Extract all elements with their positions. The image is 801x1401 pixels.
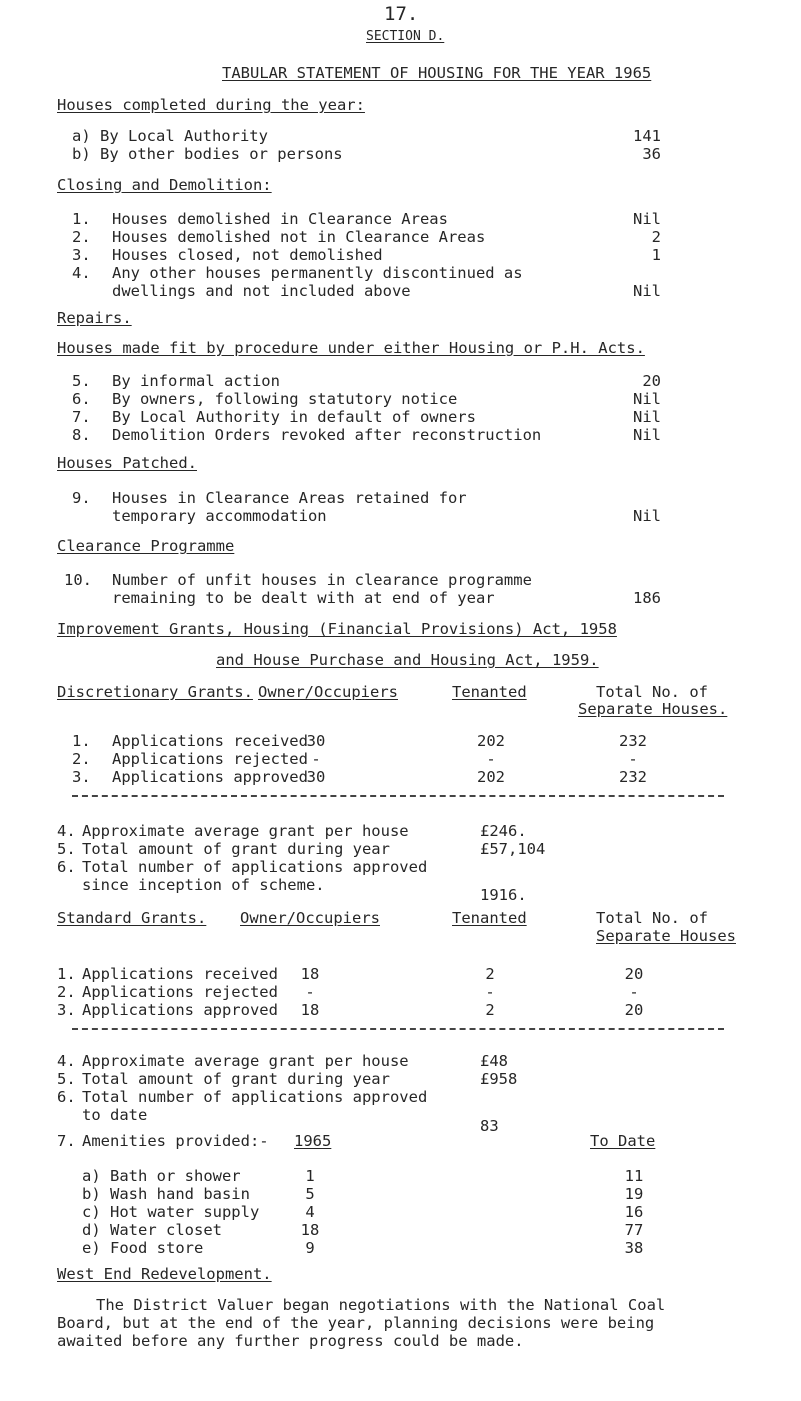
discretionary-row-total: - [628, 750, 638, 768]
closing-item-value: Nil [633, 282, 661, 300]
closing-item-value: 2 [651, 228, 661, 246]
discretionary-row-owner: 30 [306, 768, 326, 786]
standard-heading: Standard Grants. [57, 909, 207, 927]
discretionary-row-label: Applications approved [112, 768, 308, 786]
west-end-text: The District Valuer began negotiations with the National Coal [96, 1296, 666, 1314]
closing-item-num: 3. [72, 246, 91, 264]
standard-row-owner: 18 [300, 965, 320, 983]
discretionary-row-tenanted: - [486, 750, 496, 768]
standard-col-total-cont: Separate Houses [596, 927, 736, 945]
standard-row-owner: - [305, 983, 315, 1001]
amenity-year: 18 [300, 1221, 320, 1239]
patched-value: Nil [633, 507, 661, 525]
closing-item-label: Houses demolished not in Clearance Areas [112, 228, 486, 246]
standard-row-num: 2. [57, 983, 76, 1001]
completed-heading: Houses completed during the year: [57, 96, 365, 114]
discretionary-summary-value: 1916. [480, 886, 527, 904]
amenity-label: c) Hot water supply [82, 1203, 260, 1221]
discretionary-summary-value: £246. [480, 822, 527, 840]
repairs-item-value: Nil [633, 408, 661, 426]
patched-heading: Houses Patched. [57, 454, 197, 472]
discretionary-summary-label-cont: since inception of scheme. [82, 876, 325, 894]
discretionary-row-label: Applications received [112, 732, 308, 750]
repairs-item-label: By owners, following statutory notice [112, 390, 458, 408]
standard-summary-num: 6. [57, 1088, 76, 1106]
amenity-todate: 11 [624, 1167, 644, 1185]
standard-summary-value: 83 [480, 1117, 499, 1135]
discretionary-row-owner: 30 [306, 732, 326, 750]
amenity-year: 1 [305, 1167, 315, 1185]
standard-summary-label: Total number of applications approved [82, 1088, 428, 1106]
repairs-item-value: 20 [642, 372, 661, 390]
clearance-num: 10. [64, 571, 92, 589]
closing-item-num: 1. [72, 210, 91, 228]
amenities-num: 7. [57, 1132, 76, 1150]
amenities-col-todate: To Date [590, 1132, 656, 1150]
discretionary-row-tenanted: 202 [477, 732, 505, 750]
clearance-heading: Clearance Programme [57, 537, 235, 555]
amenity-label: e) Food store [82, 1239, 204, 1257]
clearance-label: Number of unfit houses in clearance programme [112, 571, 532, 589]
amenity-todate: 38 [624, 1239, 644, 1257]
west-end-text: Board, but at the end of the year, planning decisions were being [57, 1314, 655, 1332]
closing-item-value: Nil [633, 210, 661, 228]
closing-item-label: Houses demolished in Clearance Areas [112, 210, 448, 228]
dashed-divider [72, 1028, 724, 1030]
amenity-label: a) Bath or shower [82, 1167, 241, 1185]
completed-item-value: 141 [633, 127, 661, 145]
grants-title: Improvement Grants, Housing (Financial Provisions) Act, 1958 [57, 620, 617, 638]
standard-row-num: 3. [57, 1001, 76, 1019]
completed-item-label: b) By other bodies or persons [72, 145, 343, 163]
completed-item-label: a) By Local Authority [72, 127, 268, 145]
section-label: SECTION D. [366, 29, 445, 44]
patched-label: Houses in Clearance Areas retained for [112, 489, 467, 507]
discretionary-col-total-cont: Separate Houses. [578, 700, 728, 718]
amenity-todate: 16 [624, 1203, 644, 1221]
discretionary-row-label: Applications rejected [112, 750, 308, 768]
completed-item-value: 36 [642, 145, 661, 163]
repairs-item-num: 5. [72, 372, 91, 390]
west-end-text: awaited before any further progress could be made. [57, 1332, 524, 1350]
discretionary-row-num: 3. [72, 768, 91, 786]
closing-item-label: Houses closed, not demolished [112, 246, 383, 264]
discretionary-row-total: 232 [619, 732, 647, 750]
amenity-label: d) Water closet [82, 1221, 222, 1239]
standard-row-total: 20 [624, 1001, 644, 1019]
standard-col-total: Total No. of [596, 909, 708, 927]
amenity-year: 9 [305, 1239, 315, 1257]
clearance-value: 186 [633, 589, 661, 607]
dashed-divider [72, 795, 724, 797]
discretionary-summary-value: £57,104 [480, 840, 546, 858]
standard-summary-num: 5. [57, 1070, 76, 1088]
standard-row-label: Applications approved [82, 1001, 278, 1019]
repairs-heading: Repairs. [57, 309, 132, 327]
repairs-item-label: By Local Authority in default of owners [112, 408, 476, 426]
standard-row-owner: 18 [300, 1001, 320, 1019]
discretionary-row-owner: - [311, 750, 321, 768]
standard-row-num: 1. [57, 965, 76, 983]
standard-summary-label-cont: to date [82, 1106, 148, 1124]
repairs-item-value: Nil [633, 426, 661, 444]
closing-item-value: 1 [651, 246, 661, 264]
standard-row-label: Applications rejected [82, 983, 278, 1001]
patched-label-cont: temporary accommodation [112, 507, 327, 525]
standard-row-tenanted: 2 [485, 965, 495, 983]
repairs-item-label: Demolition Orders revoked after reconstruction [112, 426, 542, 444]
standard-row-tenanted: 2 [485, 1001, 495, 1019]
amenity-year: 5 [305, 1185, 315, 1203]
standard-row-tenanted: - [485, 983, 495, 1001]
west-end-heading: West End Redevelopment. [57, 1265, 272, 1283]
grants-title-cont: and House Purchase and Housing Act, 1959. [216, 651, 599, 669]
amenities-col-year: 1965 [294, 1132, 332, 1150]
standard-summary-value: £958 [480, 1070, 518, 1088]
standard-row-total: 20 [624, 965, 644, 983]
closing-heading: Closing and Demolition: [57, 176, 272, 194]
standard-summary-label: Approximate average grant per house [82, 1052, 409, 1070]
discretionary-summary-label: Total amount of grant during year [82, 840, 390, 858]
repairs-item-value: Nil [633, 390, 661, 408]
repairs-item-num: 8. [72, 426, 91, 444]
standard-row-label: Applications received [82, 965, 278, 983]
patched-num: 9. [72, 489, 91, 507]
discretionary-col-total: Total No. of [596, 683, 708, 701]
page-number: 17. [384, 3, 419, 25]
discretionary-summary-label: Total number of applications approved [82, 858, 428, 876]
repairs-subheading: Houses made fit by procedure under either Housing or P.H. Acts. [57, 339, 645, 357]
repairs-item-num: 6. [72, 390, 91, 408]
amenity-year: 4 [305, 1203, 315, 1221]
amenity-todate: 19 [624, 1185, 644, 1203]
standard-summary-value: £48 [480, 1052, 508, 1070]
repairs-item-num: 7. [72, 408, 91, 426]
standard-summary-num: 4. [57, 1052, 76, 1070]
discretionary-col-tenanted: Tenanted [452, 683, 527, 701]
standard-summary-label: Total amount of grant during year [82, 1070, 390, 1088]
discretionary-summary-label: Approximate average grant per house [82, 822, 409, 840]
discretionary-row-num: 1. [72, 732, 91, 750]
standard-col-tenanted: Tenanted [452, 909, 527, 927]
discretionary-summary-num: 4. [57, 822, 76, 840]
standard-row-total: - [629, 983, 639, 1001]
discretionary-summary-num: 5. [57, 840, 76, 858]
amenity-todate: 77 [624, 1221, 644, 1239]
closing-item-num: 4. [72, 264, 91, 282]
amenity-label: b) Wash hand basin [82, 1185, 250, 1203]
clearance-label-cont: remaining to be dealt with at end of year [112, 589, 495, 607]
closing-item-label: Any other houses permanently discontinued as [112, 264, 523, 282]
document-title: TABULAR STATEMENT OF HOUSING FOR THE YEAR 1965 [222, 64, 652, 82]
discretionary-summary-num: 6. [57, 858, 76, 876]
closing-item-num: 2. [72, 228, 91, 246]
repairs-item-label: By informal action [112, 372, 280, 390]
discretionary-heading: Discretionary Grants. [57, 683, 253, 701]
discretionary-row-total: 232 [619, 768, 647, 786]
discretionary-row-num: 2. [72, 750, 91, 768]
closing-item-label-cont: dwellings and not included above [112, 282, 411, 300]
discretionary-row-tenanted: 202 [477, 768, 505, 786]
standard-col-owner: Owner/Occupiers [240, 909, 380, 927]
amenities-label: Amenities provided:- [82, 1132, 269, 1150]
discretionary-col-owner: Owner/Occupiers [258, 683, 398, 701]
